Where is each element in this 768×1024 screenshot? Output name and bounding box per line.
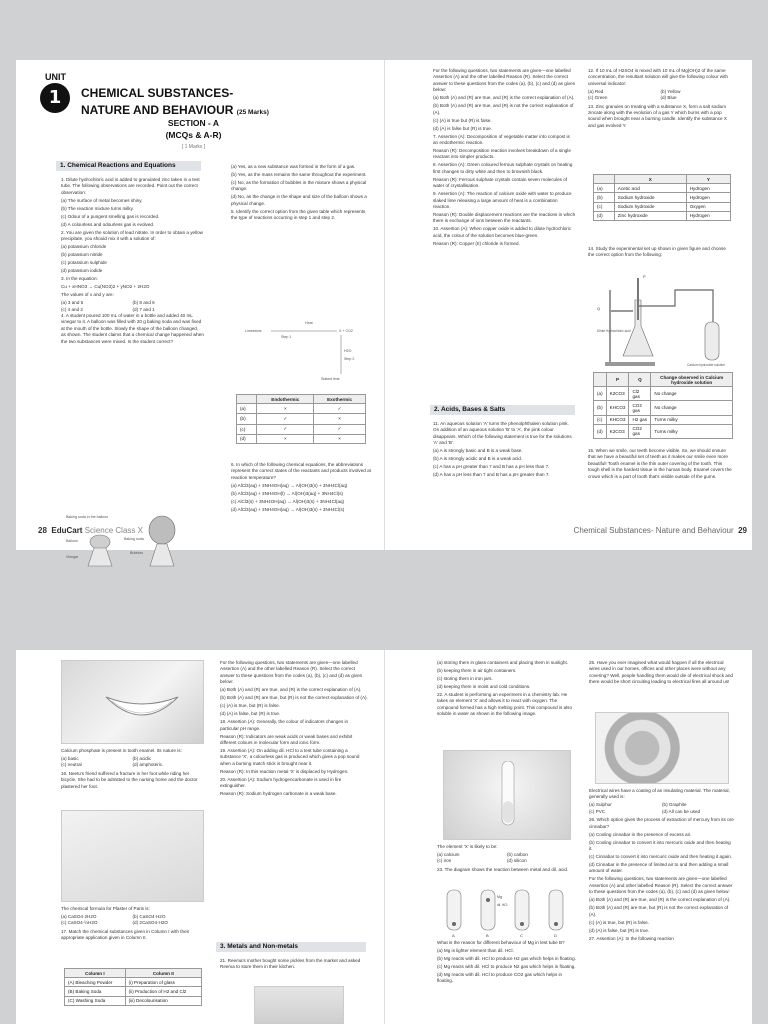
q15-continued-text: Calcium phosphate is present in tooth enamel. Its nature is: <box>61 748 182 753</box>
smiling-woman-photo <box>61 660 204 744</box>
co2-apparatus-figure <box>595 270 735 370</box>
test-tube-icon <box>705 322 719 360</box>
page-number: 28 <box>38 526 47 535</box>
stand-rod-icon <box>609 290 611 362</box>
unit-number-badge: 1 <box>40 83 70 113</box>
table-row: (a) K2CO3 Cl2 gas No change <box>594 387 733 401</box>
question-5: 5. Identify the correct option from the given table which represents the type of reactions occurring in step 1 and step 2. <box>231 208 366 221</box>
question-8-reason: Reason (R): Ferrous sulphate crystals contain seven molecules of water of crystallisation. <box>433 176 568 189</box>
q14-block <box>588 246 733 260</box>
q23-option: (d) Mg reacts with dil. HCl to produce CO2 gas which helps in floating. <box>437 972 563 984</box>
q3-option: (d) 7 and 1 <box>132 306 155 312</box>
q15-option: (a) basic <box>61 756 79 761</box>
right-column-page-31 <box>589 660 735 687</box>
q3-option: (c) 4 and 2 <box>61 306 83 312</box>
chapter-title-line-2: NATURE AND BEHAVIOUR <box>81 103 234 117</box>
right-page-column-1 <box>433 68 576 249</box>
brand-logo: EduCart <box>51 526 83 535</box>
page-number: 29 <box>738 526 747 535</box>
q3-option: (b) 8 and 6 <box>132 300 155 306</box>
topic-heading-acids: 2. Acids, Bases & Salts <box>430 405 575 415</box>
q13-table <box>593 174 731 221</box>
table-row: (c) ✓ ✓ <box>237 424 366 434</box>
plastered-foot-photo <box>61 810 204 902</box>
q12-option: (c) Green <box>588 95 608 101</box>
q3-ask: The values of x and y are: <box>61 292 114 298</box>
q25-q26-block <box>589 788 735 944</box>
right-column-page-30 <box>220 660 368 799</box>
ar-code: (d) (A) is false but (R) is true. <box>433 125 492 131</box>
page-30 <box>16 650 384 1024</box>
table-row: (C) Washing Soda (iii) Decolourisation <box>65 996 202 1005</box>
question-8-assertion: 8. Assertion (A): Green coloured ferrous sulphate crystals on heating first changes to dirty white and then to brownish black. <box>433 162 573 174</box>
flask-left-icon <box>88 548 112 566</box>
chapter-title-line-1: CHEMICAL SUBSTANCES- <box>81 86 234 100</box>
q12-option: (b) Yellow <box>660 88 681 94</box>
q4-option: (c) No, as the formation of bubbles in the mixture shows a physical change. <box>231 180 367 192</box>
unit-label: UNIT <box>45 72 66 82</box>
table-row: (B) Baking Soda (ii) Production of H2 and Cl2 <box>65 987 202 996</box>
fig5-label-step2: Step 2 <box>344 357 355 361</box>
q12-options <box>588 89 733 102</box>
flask-right-icon <box>150 544 174 566</box>
q15-option: (c) neutral <box>61 762 82 768</box>
test-tube-icon <box>500 761 516 831</box>
fig23-label-c: C <box>520 933 523 938</box>
question-19-reason: Reason (R): In this reaction metal 'X' is displaced by Hydrogen. <box>220 768 349 774</box>
test-tube-b-icon <box>481 890 495 930</box>
question-22: 22. A student is performing an experiment in a chemistry lab. He takes an element 'X' and allows it to react with oxygen. The compound formed has a high melting point. This compound is also soluble in water as shown in the following image. <box>437 692 572 717</box>
page-footer-right <box>535 526 747 535</box>
ar-intro: For the following questions, two statements are given—one labelled Assertion (A) and the other labelled Reason (R). Select the correct answer to these questions from the codes (a), (b), (c) and (d) as given below: <box>220 660 363 685</box>
q14-table <box>593 372 733 439</box>
q16-option: (a) CaSO4·2H2O <box>61 914 97 919</box>
stand-base-icon <box>605 362 655 366</box>
question-27: 27. Assertion (A): In the following reaction <box>589 935 674 941</box>
question-21: 21. Reema's mother bought some pickles from the market and asked Reema to store them in their kitchen. <box>220 958 361 970</box>
ar-code: (c) (A) is true, but (R) is false. <box>589 919 649 925</box>
left-column <box>61 177 204 347</box>
pickle-jars-photo <box>254 986 344 1024</box>
q2-option: (b) potassium nitride <box>61 252 103 258</box>
metal-acid-test-tubes-figure <box>441 886 575 938</box>
marks-note: [ 1 Marks ] <box>181 144 206 150</box>
q21-option: (b) keeping them in air tight containers. <box>437 668 517 673</box>
q16-option: (b) CaSO4·H2O <box>132 914 166 919</box>
table-header-row: Endothermic Exothermic <box>237 395 366 404</box>
balloon-inflated-icon <box>149 516 175 544</box>
q4-option: (b) Yes, as the mass remains the same throughout the experiment. <box>231 172 367 177</box>
spread-pages-28-29 <box>16 60 752 559</box>
q23-options-block <box>437 940 577 986</box>
table-row: (b) Sodium hydroxide Hydrogen <box>594 193 731 202</box>
fig5-label-water: H2O <box>344 349 352 353</box>
q2-option: (d) potassium iodide <box>61 268 103 274</box>
q25-ask: Electrical wires have a coating of an insulating material. The material, generally used is: <box>589 788 730 800</box>
middle-column <box>231 164 371 223</box>
q22-option: (a) calcium <box>437 852 460 857</box>
q16-ask: The chemical formula for Plaster of Paris is: <box>61 906 150 911</box>
q22-option: (d) silicon <box>507 858 527 864</box>
question-4: 4. A student poured 100 mL of water in a bottle and added 40 mL vinegar to it. A balloon was filled with 20 g baking soda and was fixed at the mouth of the bottle. Slowly the shape of the balloon changed, as shown. The student claims that a chemical change happened when the two substances were mixed. Is the student correct? <box>61 313 204 344</box>
q22-options-block <box>437 844 577 875</box>
q26-option: (d) Cinnabar in the presence of limited air to and then adding a small amount of water. <box>589 862 729 874</box>
ar-code: (b) Both (A) and (R) are true, but (R) is not the correct explanation of (A). <box>589 905 729 917</box>
q21-option: (a) storing them in glass containers and placing them in sunlight. <box>437 660 568 665</box>
ar-code: (b) Both (A) and (R) are true, and (R) is not the correct explanation of (A). <box>433 103 574 115</box>
fig4-label-bubbles: Bubbles <box>130 551 143 555</box>
q11-option: (d) A has a pH less than 7 and B has a pH greater than 7. <box>433 472 550 478</box>
question-14: 14. Study the experimental set up shown in given figure and choose the correct option from the following: <box>588 246 726 258</box>
table-row: (A) Bleaching Powder (i) Preparation of glass <box>65 978 202 987</box>
q12-option: (d) Blue <box>660 95 677 101</box>
spread-pages-30-31 <box>16 650 752 1024</box>
ar-code: (d) (A) is false, but (R) is true. <box>220 711 281 717</box>
question-11: 11. An aqueous solution 'A' turns the phenolphthalein solution pink. On addition of an aqueous solution 'B' to 'A', the pink colour disappears. Which of the following statement is true for the solutions 'A' and 'B'. <box>433 421 572 446</box>
table-row: (d) Zinc hydroxide Hydrogen <box>594 211 731 220</box>
q23-option: (b) Mg reacts with dil. HCl to produce H2 gas which helps in floating. <box>437 956 576 961</box>
question-7-assertion: 7. Assertion (A): Decomposition of vegetable matter into compost is an endothermic reaction. <box>433 133 570 146</box>
table-row: (b) ✓ × <box>237 414 366 424</box>
question-25: 25. Have you ever imagined what would happen if all the electrical wires used in our homes, offices and other places were without any covering? Well, people handling them would die of electrical shock and there would be short circuiting leading to electrical fires all around us! <box>589 660 733 685</box>
ar-code: (a) Both (A) and (R) are true, and (R) is the correct explanation of (A). <box>589 897 731 903</box>
q3-options <box>61 300 204 313</box>
table-row: (c) KHCO3 H2 gas Turns milky <box>594 415 733 424</box>
q23-option: (a) Mg is lighter element than dil. HCl. <box>437 948 514 953</box>
page-29 <box>384 60 752 550</box>
page-footer-left <box>38 526 143 535</box>
smile-mouth-icon <box>102 689 182 729</box>
table-row: (d) K2CO3 CO2 gas Turns milky <box>594 424 733 438</box>
question-13: 13. Zinc granules on treating with a substance X, form a salt sodium zincate along with the evolution of a gas Y which burns with a pop sound when brought near a burning candle. Identify the substance X and gas evolved Y. <box>588 103 727 128</box>
page-31 <box>384 650 752 1024</box>
q15-option: (d) amphoteric. <box>132 762 164 768</box>
q2-option: (a) potassium chloride <box>61 244 107 250</box>
fig23-label-dil-hcl: dil. HCl <box>497 903 508 907</box>
funnel-tube-icon <box>637 278 639 320</box>
question-12: 12. If 10 mL of H2SO4 is mixed with 10 mL of Mg(OH)2 of the same concentration, the resultant solution will give the following colour with universal indicator: <box>588 68 728 86</box>
question-3: 3. In the equation: <box>61 276 98 282</box>
table-header-row: Column I Column II <box>65 969 202 978</box>
q1-option: (a) The surface of metal becomes shiny. <box>61 197 143 203</box>
limestone-reaction-figure <box>241 318 371 382</box>
table-row: (b) KHCO3 CO2 gas No change <box>594 401 733 415</box>
fig23-label-d: D <box>554 933 557 938</box>
question-15: 15. When we smile, our teeth become visible. So, we should ensure that we have a beautiful set of teeth as it makes our smile even more beautiful! Tooth enamel is the thin outer covering of the tooth. This tough shell is the hardest tissue in the human body. Enamel covers the crown which is a part of tooth that's visible outside of the gums. <box>588 448 732 479</box>
question-18-reason: Reason (R): Indicators are weak acids or weak bases and exhibit different colours in molecular form and ionic form. <box>220 733 353 746</box>
fig14-label-dilute-hcl: Dilute Hydrochloric acid <box>597 329 631 333</box>
fig4-label-baking-soda-balloon: Baking soda in the balloon <box>66 515 109 519</box>
q3-equation: Cu + xHNO3 → Cu(NO3)2 + yNO2 + 2H2O <box>61 284 150 290</box>
section-subheading: (MCQs & A-R) <box>165 130 222 140</box>
question-7-reason: Reason (R): Decomposition reaction involves breakdown of a single reactant into simpler products. <box>433 148 571 160</box>
ar-code: (d) (A) is false, but (R) is true. <box>589 927 650 933</box>
q21-option: (d) keeping them in moist and cold conditions. <box>437 684 531 689</box>
page-28 <box>16 60 384 559</box>
q25-option: (c) PVC <box>589 808 606 814</box>
question-9-reason: Reason (R): Double displacement reactions are the reactions in which there is exchange of ions between the reactants. <box>433 212 576 224</box>
section-heading: SECTION - A <box>167 118 220 128</box>
question-10-reason: Reason (R): Copper (II) chloride is formed. <box>433 240 520 246</box>
balloon-experiment-figure <box>64 512 202 570</box>
topic-heading-metals: 3. Metals and Non-metals <box>216 942 366 952</box>
fig4-label-balloon: Balloon <box>66 539 78 543</box>
question-2: 2. You are given the solution of lead nitrate. In order to obtain a yellow precipitate, you should mix it with a solution of: <box>61 229 203 242</box>
ar-code: (b) Both (A) and (R) are true, but (R) is not the correct explanation of (A). <box>220 695 368 701</box>
table-header-row: P Q Change observed in Calcium hydroxide solution <box>594 373 733 387</box>
question-6: 6. In which of the following chemical equations, the abbreviations represent the correct states of the reactants and products involved at reaction temperature? <box>231 462 371 480</box>
q4-option: (d) No, as the change in the shape and size of the balloon shows a physical change. <box>231 194 367 206</box>
question-26: 26. Which option gives the process of extraction of mercury from its ore cinnabar? <box>589 817 734 829</box>
fig23-label-b: B <box>486 933 489 938</box>
table-row: (a) × ✓ <box>237 404 366 414</box>
chapter-title <box>81 85 269 121</box>
footer-subject: Science Class X <box>84 526 143 535</box>
chapter-marks: (25 Marks) <box>236 109 269 116</box>
right-page-column-2 <box>588 68 733 131</box>
q16-option: (d) 2CaSO4·H2O <box>132 920 168 926</box>
q6-block <box>231 462 371 515</box>
q23-ask: What is the reason for different behaviour of Mg in test tube B? <box>437 940 565 945</box>
fig14-label-p: P <box>643 274 646 279</box>
ar-intro: For the following questions, two statements are given—one labelled Assertion (A) and other labelled Reason (R). Select the correct answer to these questions from the codes (a), (b), (c) and (d) as given below: <box>589 876 733 895</box>
table-row: (d) × × <box>237 434 366 443</box>
q1-option: (c) Odour of a pungent smelling gas is recorded. <box>61 213 160 219</box>
ar-code: (c) (A) is true but (R) is false. <box>433 117 492 123</box>
fig5-label-heat: Heat <box>305 321 313 325</box>
fig23-label-a: A <box>452 933 455 938</box>
fig5-label-limestone: Limestone <box>245 329 262 333</box>
ar-code: (c) (A) is true, but (R) is false. <box>220 703 280 709</box>
fig4-label-vinegar: Vinegar <box>66 555 79 559</box>
q16-option: (c) CaSO4·½H2O <box>61 920 98 926</box>
q11-option: (c) A has a pH greater than 7 and B has a pH less than 7. <box>433 464 550 470</box>
question-19-assertion: 19. Assertion (A): On adding dil. HCl to a test tube containing a substance 'X', a colourless gas is produced which gives a pop sound when a burning match stick is brought near it. <box>220 748 360 766</box>
q22-option: (b) carbon <box>507 852 528 857</box>
q26-option: (a) Cooling cinnabar in the presence of excess air. <box>589 831 692 837</box>
q2-option: (c) potassium sulphide <box>61 260 107 266</box>
fig5-label-slaked-lime: Slaked lime <box>321 377 340 381</box>
ar-code: (a) Both (A) and (R) are true, and (R) is the correct explanation of (A). <box>433 95 575 101</box>
fig5-label-product: X + CO2 <box>339 329 353 333</box>
q26-option: (b) Cooling cinnabar to convert it into mercuric oxide and then heating it. <box>589 839 731 852</box>
table-header-row: X Y <box>594 175 731 184</box>
q25-option: (b) Graphite <box>662 802 687 808</box>
q16-options-block <box>61 906 204 943</box>
q21-block <box>220 958 368 972</box>
q4-option: (a) Yes, as a new substance was formed in the form of a gas. <box>231 164 356 169</box>
q15-continued <box>61 748 204 792</box>
question-20-assertion: 20. Assertion (A): Sodium hydrogencarbonate is used in fire extinguisher. <box>220 776 342 789</box>
q6-option: (d) AlCl3(aq) + 3NH4OH(aq) → Al(OH)3(s) + 3NH4Cl(s) <box>231 506 345 512</box>
q6-option: (a) AlCl3(aq) + 3NH4OH(aq) → Al(OH)3(s) + 3NH4Cl(aq) <box>231 482 348 488</box>
q22-ask: The element 'X' is likely to be: <box>437 844 498 849</box>
q3-option: (a) 3 and 5 <box>61 300 84 306</box>
question-20-reason: Reason (R): Sodium hydrogen carbonate is a weak base. <box>220 791 337 797</box>
q22-options <box>437 852 577 865</box>
fig23-label-mg: Mg <box>497 895 502 899</box>
q6-option: (b) AlCl3(aq) + 3NH4OH(l) → Al(OH)3(aq) + 3NH4Cl(s) <box>231 490 344 496</box>
q26-option: (c) Cinnabar to convert it into mercuric oxide and then heating it again. <box>589 854 732 860</box>
fig14-label-q: Q <box>597 306 601 311</box>
q25-options <box>589 802 735 815</box>
question-9-assertion: 9. Assertion (A): The reaction of calcium oxide with water to produce slaked lime releasing a large amount of heat is a combination reaction. <box>433 191 572 210</box>
left-column-page-31 <box>437 660 577 719</box>
balloon-flat-icon <box>90 535 110 549</box>
question-17: 17. Match the chemical substances given in Column I with their appropriate application given in Column II. <box>61 928 190 941</box>
table-row: (c) Sodium hydroxide Oxygen <box>594 202 731 211</box>
question-1: 1. Dilute hydrochloric acid is added to granulated zinc taken in a test tube. The following observations are recorded. Point out the correct observation: <box>61 177 200 195</box>
topic-heading: 1. Chemical Reactions and Equations <box>56 161 201 171</box>
q15-option: (b) acidic <box>132 756 152 761</box>
q11-option: (b) A is strongly acidic and B is a weak acid. <box>433 456 523 462</box>
fig4-label-baking-soda: Baking soda <box>124 537 144 541</box>
q15-options <box>61 756 204 769</box>
q23-option: (c) Mg reacts with dil. HCl to produce N2 gas which helps in floating. <box>437 964 576 969</box>
q15-block <box>588 448 733 482</box>
q22-option: (c) iron <box>437 858 452 864</box>
q21-option: (c) storing them in iron jars. <box>437 676 493 681</box>
q5-table <box>236 394 366 444</box>
footer-chapter-title: Chemical Substances- Nature and Behaviour <box>573 526 734 535</box>
q16-options <box>61 914 204 927</box>
ar-code: (a) Both (A) and (R) are true, and (R) is the correct explanation of (A). <box>220 687 362 693</box>
q25-option: (d) All can be used <box>662 808 701 814</box>
question-10-assertion: 10. Assertion (A): When copper oxide is added to dilute hydrochloric acid, the colour of the solution becomes blue-green. <box>433 226 572 238</box>
q6-option: (c) AlCl3(s) + 3NH4OH(aq) → Al(OH)3(s) + 3NH4Cl(aq) <box>231 498 345 504</box>
q1-option: (b) The reaction mixture turns milky. <box>61 205 134 211</box>
q25-option: (a) Sulphur <box>589 802 612 808</box>
q17-table <box>64 968 202 1006</box>
electrical-wires-photo <box>595 712 729 784</box>
table-row: (a) Acetic acid Hydrogen <box>594 184 731 193</box>
q11-option: (a) A is strongly basic and B is a weak base. <box>433 448 523 454</box>
fig14-label-limewater: Calcium hydroxide solution <box>687 363 726 367</box>
question-23: 23. The diagram shows the reaction between metal and dil. acid. <box>437 866 569 872</box>
question-18-assertion: 18. Assertion (A): Generally, the colour of indicators changes in particular pH range. <box>220 719 349 731</box>
test-tube-photo <box>443 750 571 840</box>
q11-block <box>433 421 576 480</box>
question-16: 16. Neetu's friend suffered a fracture in her foot while riding her bicycle. She had to be admitted to the nursing home and the doctor plastered her foot. <box>61 770 198 789</box>
fig5-label-step1: Step 1 <box>281 335 292 339</box>
q12-option: (a) Red <box>588 88 604 94</box>
ar-intro: For the following questions, two statements are given—one labelled Assertion (A) and the other labelled Reason (R). Select the correct answer to these questions from the codes (a), (b), (c) and (d) as given below: <box>433 68 576 93</box>
q1-option: (d) A colourless and odourless gas is evolved. <box>61 221 155 227</box>
